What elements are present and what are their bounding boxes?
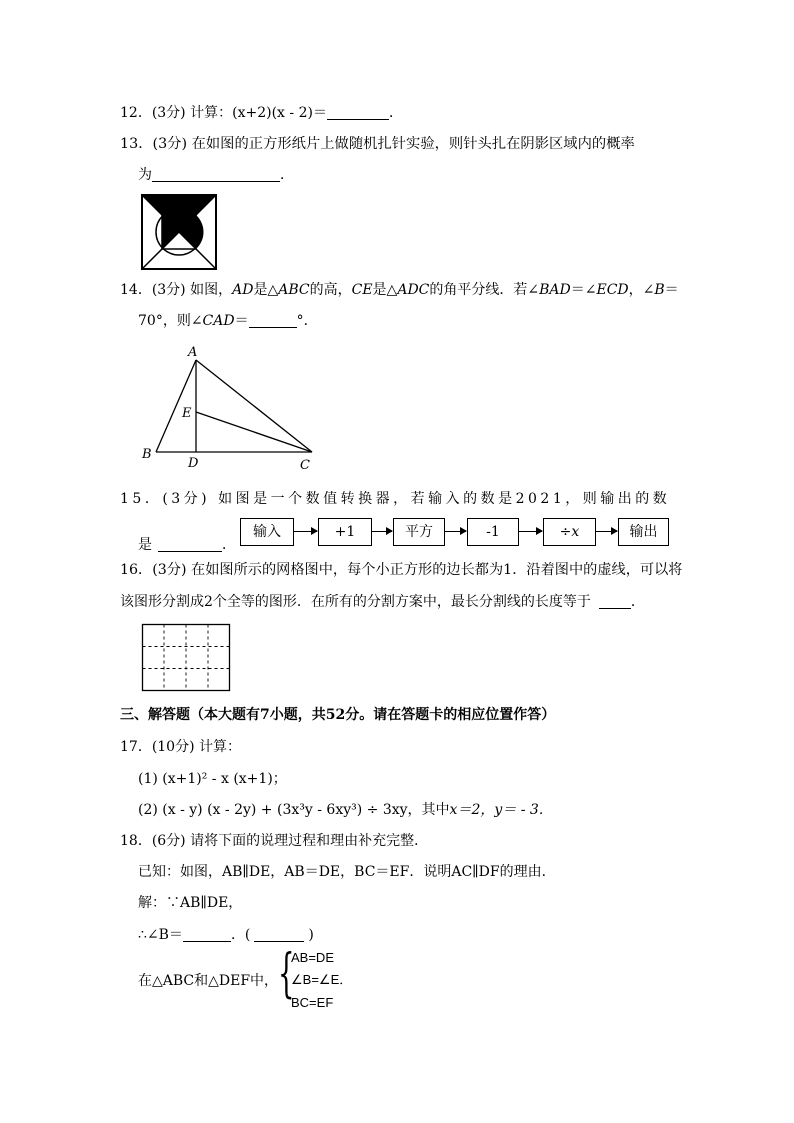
q14-t7: ＝ xyxy=(664,282,679,298)
q13-figure xyxy=(141,194,217,270)
q14-t5: ＝∠ xyxy=(570,282,597,298)
q13-answer-blank[interactable] xyxy=(152,167,280,182)
q14-answer-blank[interactable] xyxy=(249,313,297,328)
q16-answer-blank[interactable] xyxy=(599,594,631,609)
q14-bad: BAD xyxy=(539,282,571,298)
q15-line1: 15．(3分) 如图是一个数值转换器，若输入的数是2021，则输出的数 xyxy=(120,491,671,507)
q16-line2 xyxy=(120,592,645,612)
q12-end: ． xyxy=(388,105,403,121)
q18-line2: 已知：如图，AB∥DE，AB＝DE，BC＝EF．说明AC∥DF的理由． xyxy=(138,864,556,880)
q18-sys-end: ． xyxy=(339,972,353,987)
q12-answer-blank[interactable] xyxy=(327,105,389,120)
q12-eq: ＝ xyxy=(312,105,327,121)
q15-arrow-2 xyxy=(371,531,392,532)
q12-line xyxy=(120,103,403,123)
q16-grid-dashes xyxy=(143,625,230,691)
q14-line1 xyxy=(120,280,679,300)
q12-expr-b: (x - 2) xyxy=(271,105,313,121)
q18-line1: 18．(6分) 请将下面的说理过程和理由补充完整． xyxy=(120,833,429,849)
q15-box-output: 输出 xyxy=(618,518,669,546)
q14-label-c: C xyxy=(300,458,310,473)
q14-abc: ABC xyxy=(278,282,310,298)
q14-side-ac xyxy=(196,360,312,452)
q16-end: ． xyxy=(630,594,645,610)
q18-sys-2 xyxy=(291,970,352,990)
q15-answer-blank[interactable] xyxy=(158,537,222,552)
q14-cad: CAD xyxy=(202,313,235,329)
q18-l4a: ∴∠B＝ xyxy=(138,927,183,943)
q14-t6: ，∠ xyxy=(628,282,655,298)
q14-line2 xyxy=(138,311,318,331)
q16-line1: 16．(3分) 在如图所示的网格图中，每个小正方形的边长都为1．沿着图中的虚线，可以将 xyxy=(120,562,683,578)
q18-sys-3: BC=EF xyxy=(291,995,334,1010)
q14-figure xyxy=(136,340,326,475)
q15-arrow-3 xyxy=(444,531,466,532)
q17-part2-b: x＝2，y＝ - 3． xyxy=(449,802,553,818)
q14-t1: 是△ xyxy=(253,282,279,298)
q14-ce: CE xyxy=(351,282,373,298)
q18-line5: 在△ABC和△DEF中， xyxy=(138,973,279,989)
q17-line1: 17．(10分) 计算： xyxy=(120,739,242,755)
q13-line1: 13．(3分) 在如图的正方形纸片上做随机扎针实验，则针头扎在阴影区域内的概率 xyxy=(120,136,635,152)
q14-l2a: 70°，则∠ xyxy=(138,313,203,329)
q13-prefix: 为 xyxy=(138,167,152,183)
q17-part2-a: (2) (x - y) (x - 2y) + (3x³y - 6xy³) ÷ 3xy，其中 xyxy=(138,802,450,818)
q14-label-a: A xyxy=(188,345,198,360)
q12-expr-a: (x+2) xyxy=(232,105,272,121)
q14-t0: 14．(3分) 如图， xyxy=(120,282,233,298)
q14-t2: 的高， xyxy=(309,282,352,298)
q15-end: ． xyxy=(222,537,236,553)
q14-b: B xyxy=(654,282,665,298)
q14-ad: AD xyxy=(232,282,254,298)
q14-label-d: D xyxy=(188,456,199,471)
section3-title: 三、解答题（本大题有7小题，共52分。请在答题卡的相应位置作答） xyxy=(120,707,556,723)
q15-arrow-1 xyxy=(293,531,317,532)
q15-prefix: 是 xyxy=(138,537,152,553)
q14-label-e: E xyxy=(182,406,192,421)
q18-l4c: ) xyxy=(308,927,314,943)
q15-box-input: 输入 xyxy=(240,518,294,546)
q18-l4b: ．( xyxy=(230,927,251,943)
q12-prefix: 12．(3分) 计算： xyxy=(120,105,233,121)
q14-l2c: °． xyxy=(296,313,318,329)
q15-box-minus1: -1 xyxy=(467,518,519,546)
q18-sys-1: AB=DE xyxy=(291,950,334,965)
q15-line2 xyxy=(138,535,236,555)
q14-t4: 的角平分线．若∠ xyxy=(429,282,540,298)
q15-box-square: 平方 xyxy=(393,518,445,546)
q15-box-plus1: +1 xyxy=(318,518,372,546)
q18-blank-reason[interactable] xyxy=(254,927,304,942)
q17-part2 xyxy=(138,800,553,820)
q14-bisector-ce xyxy=(196,412,312,452)
q15-box-divx: ÷x xyxy=(543,518,596,546)
q14-label-b: B xyxy=(142,447,152,462)
q15-arrow-5 xyxy=(595,531,617,532)
q18-line4 xyxy=(138,925,314,945)
q14-t3: 是△ xyxy=(372,282,398,298)
q18-system-brace: { xyxy=(278,944,295,1004)
q13-line2 xyxy=(138,165,294,185)
q14-adc: ADC xyxy=(397,282,430,298)
q17-part1: (1) (x+1)² - x (x+1)； xyxy=(138,771,287,787)
q13-end: ． xyxy=(280,167,294,183)
q16-line2-text: 该图形分割成2个全等的图形．在所有的分割方案中，最长分割线的长度等于 xyxy=(120,594,591,610)
q14-l2b: ＝ xyxy=(234,313,249,329)
q18-blank-angle[interactable] xyxy=(183,927,231,942)
q18-sys-2-text: ∠B=∠E xyxy=(291,972,340,987)
q18-line3: 解：∵AB∥DE， xyxy=(138,895,243,911)
q15-arrow-4 xyxy=(518,531,542,532)
q16-grid-figure xyxy=(141,623,232,693)
q14-ecd: ECD xyxy=(596,282,629,298)
